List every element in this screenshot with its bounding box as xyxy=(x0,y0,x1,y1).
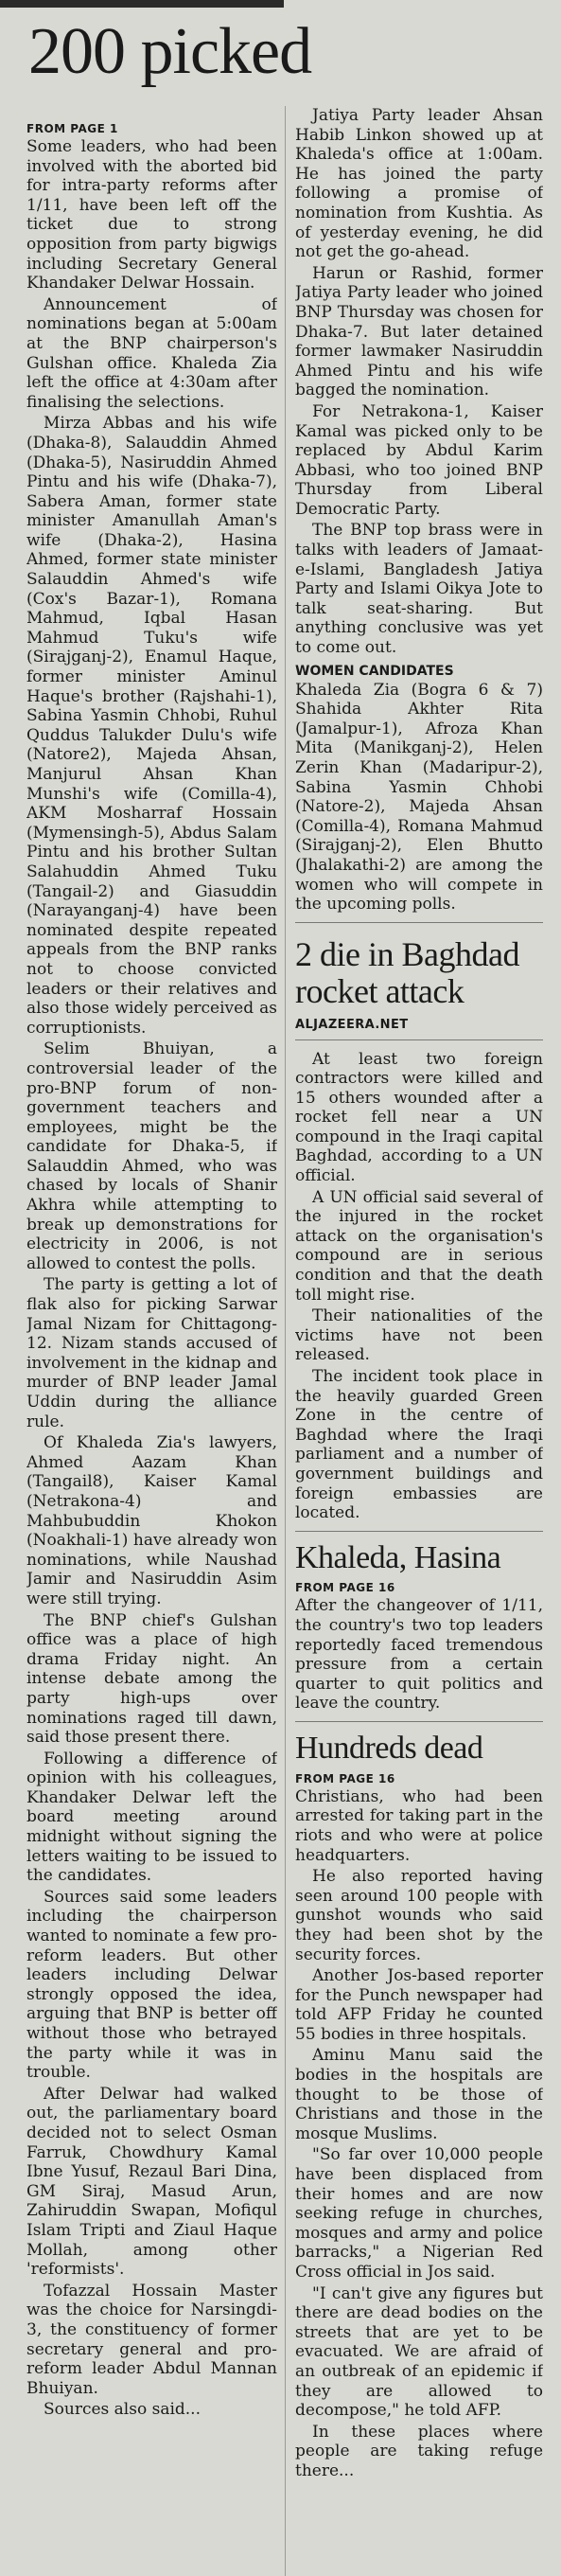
left-column xyxy=(26,118,277,2576)
article-paragraph: Christians, who had been arrested for taking part in the riots and who were at police headquarters. xyxy=(295,1786,543,1865)
article-paragraph: Of Khaleda Zia's lawyers, Ahmed Aazam Khan (Tangail8), Kaiser Kamal (Netrakona-4) and Mahbubuddin Khokon (Noakhali-1) have already won nominations, while Naushad Jamir and Nasiruddin Asim were still trying. xyxy=(26,1433,277,1608)
article-paragraph: Their nationalities of the victims have not been released. xyxy=(295,1306,543,1365)
section-divider xyxy=(295,922,543,923)
main-headline: 200 picked xyxy=(28,15,312,88)
source-credit: ALJAZEERA.NET xyxy=(295,1016,543,1040)
article-paragraph: The BNP top brass were in talks with leaders of Jamaat-e-Islami, Bangladesh Jatiya Party and Islami Oikya Jote to talk seat-sharing. But anything conclusive was yet to come out. xyxy=(295,521,543,658)
article-paragraph: Khaleda Zia (Bogra 6 & 7) Shahida Akhter Rita (Jamalpur-1), Afroza Khan Mita (Manikganj-2), Helen Zerin Khan (Madaripur-2), Sabina Yasmin Chhobi (Natore-2), Majeda Ahsan (Comilla-4), Romana Mahmud (Sirajganj-2), Elen Bhutto (Jhalakathi-2) are among the women who will compete in the upcoming polls. xyxy=(295,680,543,915)
continuation-kicker: FROM PAGE 16 xyxy=(295,1581,395,1595)
article-paragraph: Some leaders, who had been involved with the aborted bid for intra-party reforms after 1/11, have been left off the ticket due to strong opposition from party bigwigs including Secretary General Khandaker Delwar Hossain. xyxy=(26,137,277,293)
article-paragraph: "I can't give any figures but there are dead bodies on the streets that are yet to be evacuated. We are afraid of an outbreak of an epidemic if they are allowed to decompose," he told AFP. xyxy=(295,2283,543,2421)
column-divider xyxy=(285,106,286,2576)
right-column xyxy=(295,106,543,2576)
article-paragraph: At least two foreign contractors were killed and 15 others wounded after a rocket fell near a UN compound in the Iraqi capital Baghdad, according to a UN official. xyxy=(295,1049,543,1186)
top-rule-bar xyxy=(0,0,284,8)
women-candidates-subhead: WOMEN CANDIDATES xyxy=(295,663,454,679)
article-paragraph: Sources also said... xyxy=(44,2400,201,2420)
continuation-kicker: FROM PAGE 16 xyxy=(295,1771,395,1785)
article-paragraph: Jatiya Party leader Ahsan Habib Linkon showed up at Khaleda's office at 1:00am. He has joined the party following a promise of nomination from Kushtia. As of yesterday evening, he did not get the go-ahead. xyxy=(295,106,543,262)
article-paragraph: Sources said some leaders including the chairperson wanted to nominate a few pro-reform leaders. But other leaders including Delwar strongly opposed the idea, arguing that BNP is better off without those who betrayed the party while it was in trouble. xyxy=(26,1887,277,2083)
article-paragraph: For Netrakona-1, Kaiser Kamal was picked only to be replaced by Abdul Karim Abbasi, who too joined BNP Thursday from Liberal Democratic Party. xyxy=(295,401,543,519)
article-paragraph: "So far over 10,000 people have been displaced from their homes and are now seeking refuge in churches, mosques and army and police barracks," a Nigerian Red Cross official in Jos said. xyxy=(295,2145,543,2282)
article-paragraph: Another Jos-based reporter for the Punch newspaper had told AFP Friday he counted 55 bodies in three hospitals. xyxy=(295,1966,543,2044)
baghdad-headline: 2 die in Baghdad rocket attack xyxy=(295,934,519,1010)
article-paragraph: A UN official said several of the injured in the rocket attack on the organisation's compound are in serious condition and that the death toll might rise. xyxy=(295,1187,543,1305)
article-paragraph: Announcement of nominations began at 5:00am at the BNP chairperson's Gulshan office. Khaleda Zia left the office at 4:30am after finalising the selections. xyxy=(26,294,277,412)
article-paragraph: Tofazzal Hossain Master was the choice for Narsingdi-3, the constituency of former secretary general and pro-reform leader Abdul Mannan Bhuiyan. xyxy=(26,2281,277,2398)
hundreds-dead-headline: Hundreds dead xyxy=(295,1731,483,1767)
article-paragraph: The incident took place in the heavily guarded Green Zone in the centre of Baghdad where the Iraqi parliament and a number of government buildings and foreign embassies are located. xyxy=(295,1367,543,1523)
article-paragraph: After Delwar had walked out, the parliamentary board decided not to select Osman Farruk, Chowdhury Kamal Ibne Yusuf, Rezaul Bari Dina, GM Siraj, Masud Arun, Zahiruddin Swapan, Mofiqul Islam Tripti and Ziaul Haque Mollah, among other 'reformists'. xyxy=(26,2084,277,2280)
article-paragraph: He also reported having seen around 100 people with gunshot wounds who said they had been shot by the security forces. xyxy=(295,1867,543,1964)
article-paragraph: Aminu Manu said the bodies in the hospitals are thought to be those of Christians and those in the mosque Muslims. xyxy=(295,2046,543,2143)
article-paragraph: Selim Bhuiyan, a controversial leader of the pro-BNP forum of non-government teachers and employees, might be the candidate for Dhaka-5, if Salauddin Ahmed, who was chased by locals of Shanir Akhra while attempting to break up demonstrations for electricity in 2006, is not allowed to contest the polls. xyxy=(26,1039,277,1273)
article-paragraph: After the changeover of 1/11, the country's two top leaders reportedly faced tremendous pressure from a certain quarter to quit politics and leave the country. xyxy=(295,1596,543,1714)
article-paragraph: The party is getting a lot of flak also for picking Sarwar Jamal Nizam for Chittagong-12. Nizam stands accused of involvement in the kidnap and murder of BNP leader Jamal Uddin during the alliance rule. xyxy=(26,1275,277,1431)
article-paragraph: Following a difference of opinion with his colleagues, Khandaker Delwar left the board meeting around midnight without signing the letters waiting to be issued to the candidates. xyxy=(26,1749,277,1886)
article-paragraph: In these places where people are taking refuge there... xyxy=(295,2422,543,2480)
section-divider xyxy=(295,1721,543,1722)
article-paragraph: Harun or Rashid, former Jatiya Party leader who joined BNP Thursday was chosen for Dhaka-7. But later detained former lawmaker Nasiruddin Ahmed Pintu and his wife bagged the nomination. xyxy=(295,263,543,400)
khaleda-hasina-headline: Khaleda, Hasina xyxy=(295,1539,501,1575)
continuation-kicker: FROM PAGE 1 xyxy=(26,122,118,135)
article-paragraph: The BNP chief's Gulshan office was a place of high drama Friday night. An intense debate among the party high-ups over nominations raged till dawn, said those present there. xyxy=(26,1610,277,1748)
section-divider xyxy=(295,1531,543,1532)
article-paragraph: Mirza Abbas and his wife (Dhaka-8), Salauddin Ahmed (Dhaka-5), Nasiruddin Ahmed Pintu and his wife (Dhaka-7), Sabera Aman, former state minister Amanullah Aman's wife (Dhaka-2), Hasina Ahmed, former state minister Salauddin Ahmed's wife (Cox's Bazar-1), Romana Mahmud, Iqbal Hasan Mahmud Tuku's wife (Sirajganj-2), Enamul Haque, former minister Aminul Haque's brother (Rajshahi-1), Sabina Yasmin Chhobi, Ruhul Quddus Talukder Dulu's wife (Natore2), Majeda Ahsan, Manjurul Ahsan Khan Munshi's wife (Comilla-4), AKM Mosharraf Hossain (Mymensingh-5), Abdus Salam Pintu and his brother Sultan Salahuddin Ahmed Tuku (Tangail-2) and Giasuddin (Narayanganj-4) have been nominated despite repeated appeals from the BNP ranks not to choose convicted leaders or their relatives and also those widely perceived as corruptionists. xyxy=(26,414,277,1038)
